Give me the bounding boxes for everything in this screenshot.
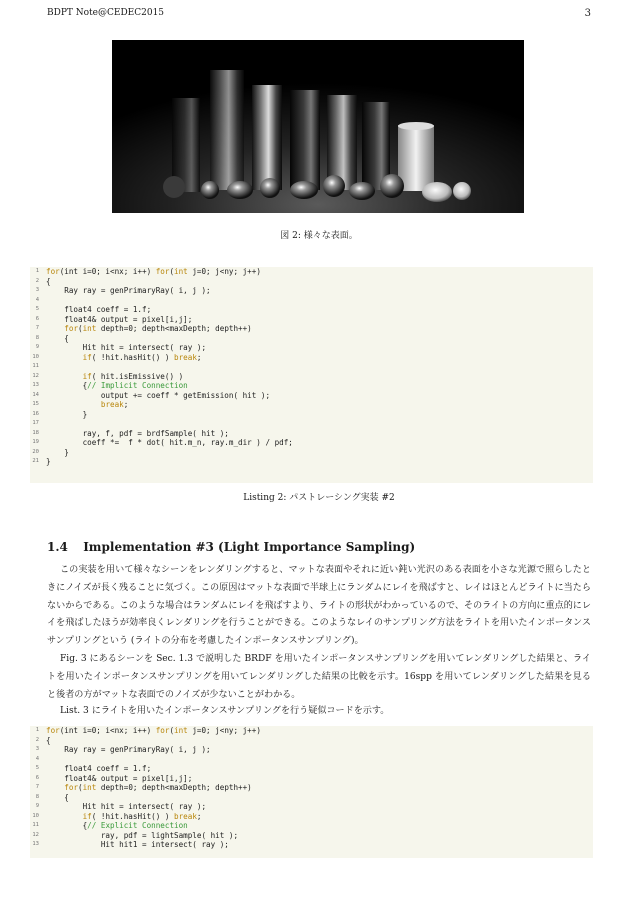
code-line xyxy=(30,448,593,458)
code-line xyxy=(30,821,593,831)
code-line xyxy=(30,391,593,401)
code-text: Ray ray = genPrimaryRay( i, j ); xyxy=(46,286,211,295)
scene-illustration xyxy=(112,40,524,213)
line-number: 13 xyxy=(32,841,39,847)
line-number: 4 xyxy=(35,755,39,762)
code-line xyxy=(30,812,593,822)
code-text: if( !hit.hasHit() ) break; xyxy=(82,811,202,821)
line-number: 10 xyxy=(32,812,39,819)
line-number: 20 xyxy=(32,448,39,455)
line-number: 12 xyxy=(32,372,39,379)
line-number: 2 xyxy=(35,736,39,743)
line-number: 7 xyxy=(35,325,39,331)
line-number: 1 xyxy=(35,727,39,733)
section-heading xyxy=(47,540,415,554)
line-number: 14 xyxy=(32,391,39,398)
line-number: 21 xyxy=(32,458,39,464)
line-number: 13 xyxy=(32,382,39,388)
code-text: float4 coeff = 1.f; xyxy=(46,764,152,773)
line-number: 6 xyxy=(35,315,39,322)
code-text: float4 coeff = 1.f; xyxy=(46,305,152,314)
code-line xyxy=(30,457,593,467)
code-text: { xyxy=(46,735,51,745)
code-text: ray, f, pdf = brdfSample( hit ); xyxy=(46,428,229,438)
code-text: if( hit.isEmissive() ) xyxy=(82,371,184,381)
figure-caption: 図 2: 様々な表面。 xyxy=(280,231,358,241)
line-number: 8 xyxy=(35,334,39,341)
code-text: {// Implicit Connection xyxy=(46,381,188,390)
code-line xyxy=(30,831,593,841)
code-line xyxy=(30,745,593,755)
line-number: 3 xyxy=(35,746,39,752)
code-text: output += coeff * getEmission( hit ); xyxy=(46,390,271,400)
code-line xyxy=(30,353,593,363)
code-text: if( !hit.hasHit() ) break; xyxy=(82,352,202,362)
line-number: 11 xyxy=(32,363,39,369)
code-line xyxy=(30,419,593,429)
page-header xyxy=(47,8,591,22)
paragraph: この実装を用いて様々なシーンをレンダリングすると、マットな表面やそれに近い鈍い光沢のある表面を小さな光源で照らしたときにノイズが長く残ることに気づく。この原因はマットな表面で半球上にランダムにレイを飛ばすと、レイはほとんどライトに当たらないからである。このような場合はランダムにレイを飛ばすより、ライトの形状がわかっているので、そのライトの方向に重点的にレイを飛ばしたほうが効率良くレンダリングを行うことができる。このようなレイのサンプリング方法をライトを用いたインポータンスサンプリングという (ライトの分布を考慮したインポータンスサンプリング)。 xyxy=(47,565,591,647)
code-text: { xyxy=(46,792,69,802)
line-number: 19 xyxy=(32,439,39,445)
code-text: {// Explicit Connection xyxy=(46,821,188,830)
code-text: Ray ray = genPrimaryRay( i, j ); xyxy=(46,745,211,754)
code-line xyxy=(30,296,593,306)
page-number: 3 xyxy=(584,8,591,19)
line-number: 6 xyxy=(35,774,39,781)
code-text: coeff *= f * dot( hit.m_n, ray.m_dir ) / pdf; xyxy=(46,438,293,447)
listing-caption: Listing 2: パストレーシング実装 #2 xyxy=(243,493,395,503)
code-line xyxy=(30,438,593,448)
code-line xyxy=(30,286,593,296)
paragraph: Fig. 3 にあるシーンを Sec. 1.3 で説明した BRDF を用いたインポータンスサンプリングを用いてレンダリングした結果と、ライトを用いたインポータンスサンプリングを用いてレンダリングした結果の比較を示す。16spp を用いてレンダリングした結果を見ると後者の方がマットな表面でのノイズが少ないことがわかる。 xyxy=(47,654,591,700)
line-number: 3 xyxy=(35,287,39,293)
line-number: 5 xyxy=(35,306,39,312)
line-number: 9 xyxy=(35,344,39,350)
code-line xyxy=(30,315,593,325)
code-line xyxy=(30,736,593,746)
line-number: 10 xyxy=(32,353,39,360)
code-line xyxy=(30,381,593,391)
line-number: 5 xyxy=(35,765,39,771)
code-line xyxy=(30,334,593,344)
line-number: 17 xyxy=(32,420,39,426)
line-number: 11 xyxy=(32,822,39,828)
code-line xyxy=(30,343,593,353)
line-number: 2 xyxy=(35,277,39,284)
line-number: 12 xyxy=(32,831,39,838)
code-line xyxy=(30,362,593,372)
line-number: 15 xyxy=(32,401,39,407)
section-number: 1.4 xyxy=(47,540,68,554)
line-number: 7 xyxy=(35,784,39,790)
line-number: 4 xyxy=(35,296,39,303)
code-line xyxy=(30,726,593,736)
code-line xyxy=(30,764,593,774)
code-text: } xyxy=(46,457,51,466)
code-line xyxy=(30,267,593,277)
running-title: BDPT Note@CEDEC2015 xyxy=(47,8,165,18)
code-line xyxy=(30,429,593,439)
code-line xyxy=(30,793,593,803)
code-line xyxy=(30,802,593,812)
code-text: float4& output = pixel[i,j]; xyxy=(46,314,193,324)
code-line xyxy=(30,400,593,410)
code-line xyxy=(30,372,593,382)
rendered-scene-image xyxy=(112,40,524,213)
code-listing-3 xyxy=(30,726,593,858)
line-number: 18 xyxy=(32,429,39,436)
code-text: for(int i=0; i<nx; i++) for(int j=0; j<ny; j++) xyxy=(46,267,261,276)
code-text: ray, pdf = lightSample( hit ); xyxy=(46,830,239,840)
code-text: { xyxy=(46,276,51,286)
code-listing-2 xyxy=(30,267,593,483)
code-text: } xyxy=(46,409,88,419)
section-title: Implementation #3 (Light Importance Sampling) xyxy=(83,540,416,554)
code-text: break; xyxy=(100,400,129,409)
code-text: for(int i=0; i<nx; i++) for(int j=0; j<ny; j++) xyxy=(46,726,261,735)
code-text: } xyxy=(46,447,69,457)
code-line xyxy=(30,783,593,793)
line-number: 9 xyxy=(35,803,39,809)
code-line xyxy=(30,324,593,334)
code-line xyxy=(30,774,593,784)
paragraph: List. 3 にライトを用いたインポータンスサンプリングを行う疑似コードを示す。 xyxy=(60,706,390,716)
code-text: Hit hit = intersect( ray ); xyxy=(46,802,207,811)
code-text: Hit hit1 = intersect( ray ); xyxy=(46,840,229,849)
code-line xyxy=(30,305,593,315)
line-number: 1 xyxy=(35,268,39,274)
code-line xyxy=(30,277,593,287)
code-text: for(int depth=0; depth<maxDepth; depth++) xyxy=(64,324,252,333)
code-text: float4& output = pixel[i,j]; xyxy=(46,773,193,783)
code-text: for(int depth=0; depth<maxDepth; depth++) xyxy=(64,783,252,792)
code-text: { xyxy=(46,333,69,343)
line-number: 16 xyxy=(32,410,39,417)
code-line xyxy=(30,410,593,420)
code-line xyxy=(30,755,593,765)
code-text: Hit hit = intersect( ray ); xyxy=(46,343,207,352)
line-number: 8 xyxy=(35,793,39,800)
code-line xyxy=(30,840,593,850)
